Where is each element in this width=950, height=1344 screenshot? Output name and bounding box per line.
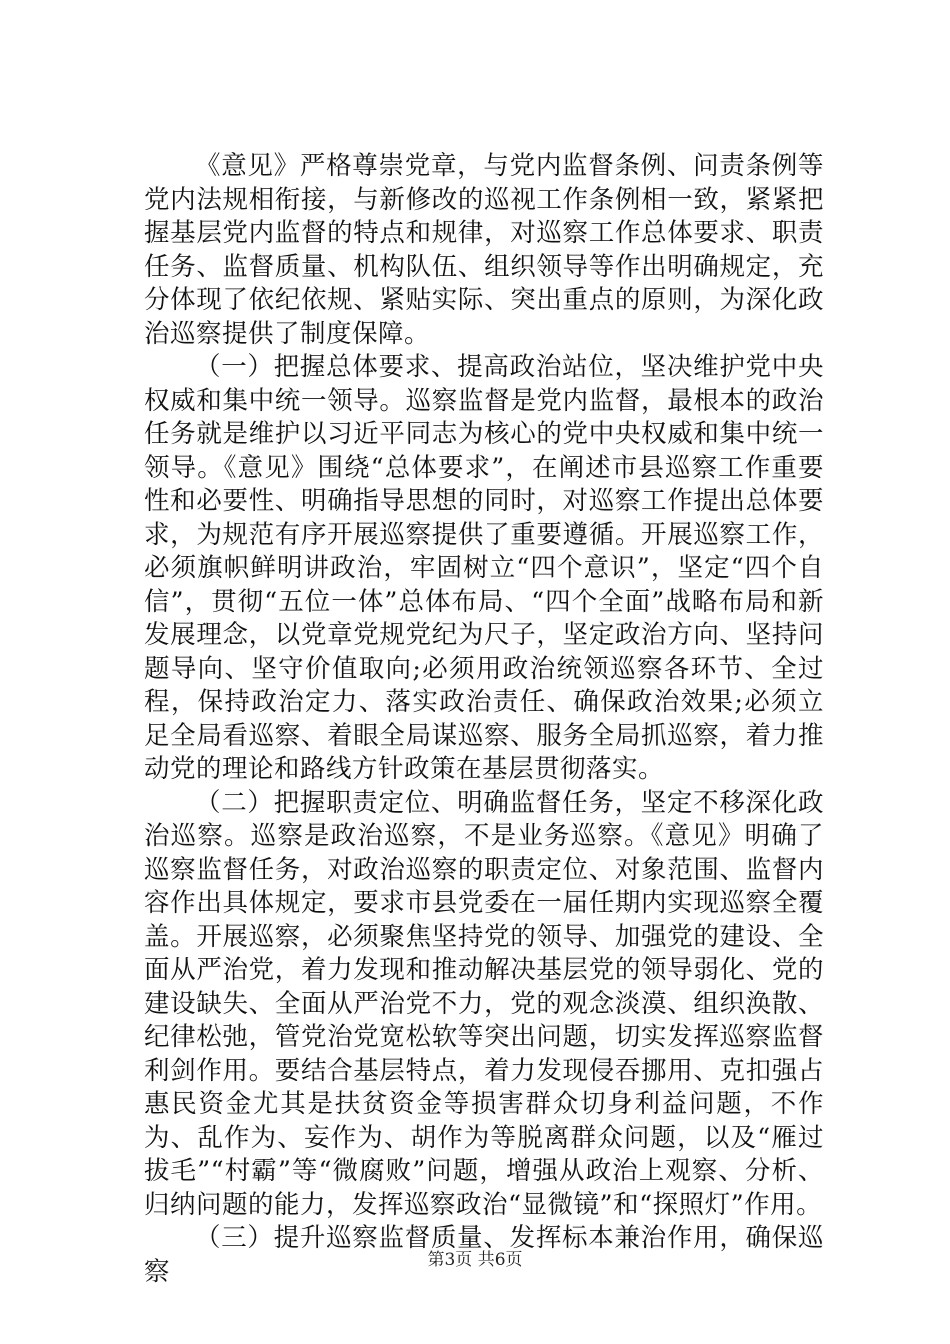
paragraph-intro: 《意见》严格尊崇党章，与党内监督条例、问责条例等党内法规相衔接，与新修改的巡视工作条例相一致，紧紧把握基层党内监督的特点和规律，对巡察工作总体要求、职责任务、监督质量、机构队伍、组织领导等作出明确规定，充分体现了依纪依规、紧贴实际、突出重点的原则，为深化政治巡察提供了制度保障。 [144, 151, 824, 349]
paragraph-section-1: （一）把握总体要求、提高政治站位，坚决维护党中央权威和集中统一领导。巡察监督是党内监督，最根本的政治任务就是维护以习近平同志为核心的党中央权威和集中统一领导。《意见》围绕“总体要求”，在阐述市县巡察工作重要性和必要性、明确指导思想的同时，对巡察工作提出总体要求，为规范有序开展巡察提供了重要遵循。开展巡察工作，必须旗帜鲜明讲政治，牢固树立“四个意识”，坚定“四个自信”，贯彻“五位一体”总体布局、“四个全面”战略布局和新发展理念，以党章党规党纪为尺子，坚定政治方向、坚持问题导向、坚守价值取向;必须用政治统领巡察各环节、全过程，保持政治定力、落实政治责任、确保政治效果;必须立足全局看巡察、着眼全局谋巡察、服务全局抓巡察，着力推动党的理论和路线方针政策在基层贯彻落实。 [144, 352, 824, 784]
page-footer: 第3页 共6页 [427, 1250, 523, 1270]
paragraph-section-3: （三）提升巡察监督质量、发挥标本兼治作用，确保巡察 [144, 1223, 824, 1287]
paragraph-section-2: （二）把握职责定位、明确监督任务，坚定不移深化政治巡察。巡察是政治巡察，不是业务巡察。《意见》明确了巡察监督任务，对政治巡察的职责定位、对象范围、监督内容作出具体规定，要求市县党委在一届任期内实现巡察全覆盖。开展巡察，必须聚焦坚持党的领导、加强党的建设、全面从严治党，着力发现和推动解决基层党的领导弱化、党的建设缺失、全面从严治党不力，党的观念淡漠、组织涣散、纪律松弛，管党治党宽松软等突出问题，切实发挥巡察监督利剑作用。要结合基层特点，着力发现侵吞挪用、克扣强占惠民资金尤其是扶贫资金等损害群众切身利益问题，不作为、乱作为、妄作为、胡作为等脱离群众问题，以及“雁过拔毛”“村霸”等“微腐败”问题，增强从政治上观察、分析、归纳问题的能力，发挥巡察政治“显微镜”和“探照灯”作用。 [144, 787, 824, 1220]
document-body [144, 150, 824, 1289]
